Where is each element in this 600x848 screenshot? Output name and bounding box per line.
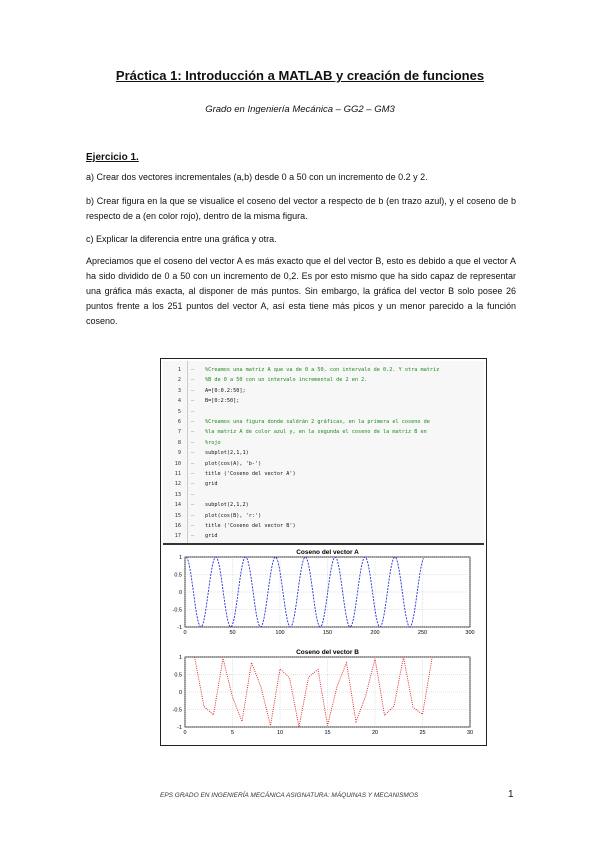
code-text: grid xyxy=(205,481,218,488)
line-number: 12 xyxy=(174,481,181,488)
line-number: 2 xyxy=(177,377,181,384)
code-text: subplot(2,1,1) xyxy=(205,450,249,457)
line-number: 15 xyxy=(174,512,181,519)
chart-title: Coseno del vector A xyxy=(296,549,359,556)
x-tick-label: 5 xyxy=(230,730,235,736)
fold-marker-icon: – xyxy=(191,439,195,446)
code-line xyxy=(163,419,484,427)
plot-area xyxy=(163,547,484,743)
fold-marker-icon: – xyxy=(191,502,195,509)
code-text: %rojo xyxy=(205,439,221,446)
code-line xyxy=(163,523,484,531)
y-tick-label: 1 xyxy=(178,655,182,661)
code-line xyxy=(163,502,484,510)
x-tick-label: 150 xyxy=(322,630,333,636)
code-text: grid xyxy=(205,533,218,540)
line-number: 9 xyxy=(177,450,181,457)
x-tick-label: 300 xyxy=(465,630,475,636)
code-editor xyxy=(163,361,484,545)
paragraph-a: a) Crear dos vectores incrementales (a,b) desde 0 a 50 con un incremento de 0.2 y 2. xyxy=(86,172,428,182)
y-tick-label: 0 xyxy=(178,590,182,596)
chart-title: Coseno del vector B xyxy=(296,649,359,656)
fold-marker-icon: – xyxy=(191,408,195,415)
code-line xyxy=(163,398,484,406)
code-line xyxy=(163,367,484,375)
line-number: 6 xyxy=(177,419,181,425)
page-subtitle: Grado en Ingeniería Mecánica – GG2 – GM3 xyxy=(205,104,395,115)
code-text: A=[0:0.2:50]; xyxy=(205,387,246,394)
y-tick-label: 0 xyxy=(178,690,182,696)
line-number: 16 xyxy=(174,523,181,529)
x-tick-label: 0 xyxy=(183,630,187,636)
fold-marker-icon: – xyxy=(191,398,195,405)
line-number: 1 xyxy=(177,367,181,373)
y-tick-label: -0.5 xyxy=(172,707,182,714)
footer-text: EPS GRADO EN INGENIERÍA MECÁNICA ASIGNATURA: MÁQUINAS Y MECANISMOS xyxy=(160,792,419,799)
code-line xyxy=(163,377,484,385)
code-line xyxy=(163,450,484,458)
y-tick-label: 1 xyxy=(178,555,182,561)
code-line xyxy=(163,429,484,437)
code-text: %la matriz A de color azul y, en la segunda el coseno de la matriz B en xyxy=(205,429,427,436)
code-text: plot(cos(A), 'b-') xyxy=(205,460,262,467)
code-text: %Creamos una figura donde saldrán 2 gráficas, en la primera el coseno de xyxy=(205,419,430,425)
matlab-figure xyxy=(160,358,487,746)
fold-marker-icon: – xyxy=(191,419,195,425)
x-tick-label: 100 xyxy=(275,630,285,636)
x-tick-label: 10 xyxy=(276,730,284,736)
line-number: 5 xyxy=(177,408,181,415)
code-line xyxy=(163,440,484,448)
code-line xyxy=(163,471,484,479)
x-tick-label: 30 xyxy=(466,730,474,736)
paragraph-b: b) Crear figura en la que se visualice el coseno del vector a respecto de b (en trazo azul), y el coseno de b respecto de a (en color rojo), dentro de la misma figura. xyxy=(86,196,516,221)
fold-marker-icon: – xyxy=(191,429,195,436)
code-line xyxy=(163,492,484,500)
code-text: subplot(2,1,2) xyxy=(205,502,249,509)
y-tick-label: -1 xyxy=(177,725,182,731)
code-line xyxy=(163,481,484,489)
fold-marker-icon: – xyxy=(191,533,195,540)
fold-marker-icon: – xyxy=(191,491,195,498)
code-line xyxy=(163,533,484,541)
fold-marker-icon: – xyxy=(191,523,195,529)
x-tick-label: 20 xyxy=(371,730,379,736)
page-title: Práctica 1: Introducción a MATLAB y creación de funciones xyxy=(115,68,485,83)
y-tick-label: 0.5 xyxy=(174,572,182,579)
code-text: B=[0:2:50]; xyxy=(205,398,240,405)
fold-marker-icon: – xyxy=(191,367,195,373)
code-text: %Creamos una matriz A que va de 0 a 50, con intervalo de 0.2. Y otra matriz xyxy=(205,367,440,373)
x-tick-label: 250 xyxy=(417,630,428,636)
line-number: 17 xyxy=(174,533,181,540)
line-number: 13 xyxy=(174,491,181,498)
x-tick-label: 0 xyxy=(183,730,187,736)
paragraph-c: c) Explicar la diferencia entre una gráfica y otra. xyxy=(86,234,277,244)
page-number: 1 xyxy=(508,789,514,800)
code-line xyxy=(163,513,484,521)
code-text: title ('Coseno del vector A') xyxy=(205,471,296,477)
y-tick-label: -1 xyxy=(177,625,182,631)
line-number: 7 xyxy=(177,429,181,436)
line-number: 8 xyxy=(177,439,181,446)
code-line xyxy=(163,409,484,417)
paragraph-explanation: Apreciamos que el coseno del vector A es más exacto que el del vector B, esto es debido a que el vector A ha sido dividido de 0 a 50 con un incremento de 0,2. Es por esto mismo que ha sido capaz de representar una gráfica más exacta, al disponer de más puntos. Sin embargo, la gráfica del vector B solo posee 26 puntos frente a los 251 puntos del vector A, así esta tiene más picos y un menor parecido a la función coseno. xyxy=(86,256,516,326)
code-text: plot(cos(B), 'r:') xyxy=(205,512,262,519)
code-text: title ('Coseno del vector B') xyxy=(205,523,296,529)
code-text: %B de 0 a 50 con un intervalo incremental de 2 en 2. xyxy=(205,377,368,384)
line-number: 10 xyxy=(174,460,181,467)
fold-marker-icon: – xyxy=(191,512,195,519)
fold-marker-icon: – xyxy=(191,471,195,477)
fold-marker-icon: – xyxy=(191,377,195,384)
line-number: 3 xyxy=(177,387,181,394)
fold-marker-icon: – xyxy=(191,387,195,394)
line-number: 14 xyxy=(174,502,181,509)
x-tick-label: 200 xyxy=(370,630,380,636)
x-tick-label: 50 xyxy=(229,630,236,636)
fold-marker-icon: – xyxy=(191,460,195,467)
code-line xyxy=(163,388,484,396)
x-tick-label: 25 xyxy=(419,730,426,736)
y-tick-label: -0.5 xyxy=(172,607,182,614)
line-number: 4 xyxy=(177,398,181,405)
x-tick-label: 15 xyxy=(324,730,331,736)
exercise-heading: Ejercicio 1. xyxy=(86,152,139,163)
fold-marker-icon: – xyxy=(191,481,195,488)
y-tick-label: 0.5 xyxy=(174,672,182,679)
code-line xyxy=(163,461,484,469)
fold-marker-icon: – xyxy=(191,450,195,457)
line-number: 11 xyxy=(174,471,181,477)
plots-svg xyxy=(163,547,484,743)
